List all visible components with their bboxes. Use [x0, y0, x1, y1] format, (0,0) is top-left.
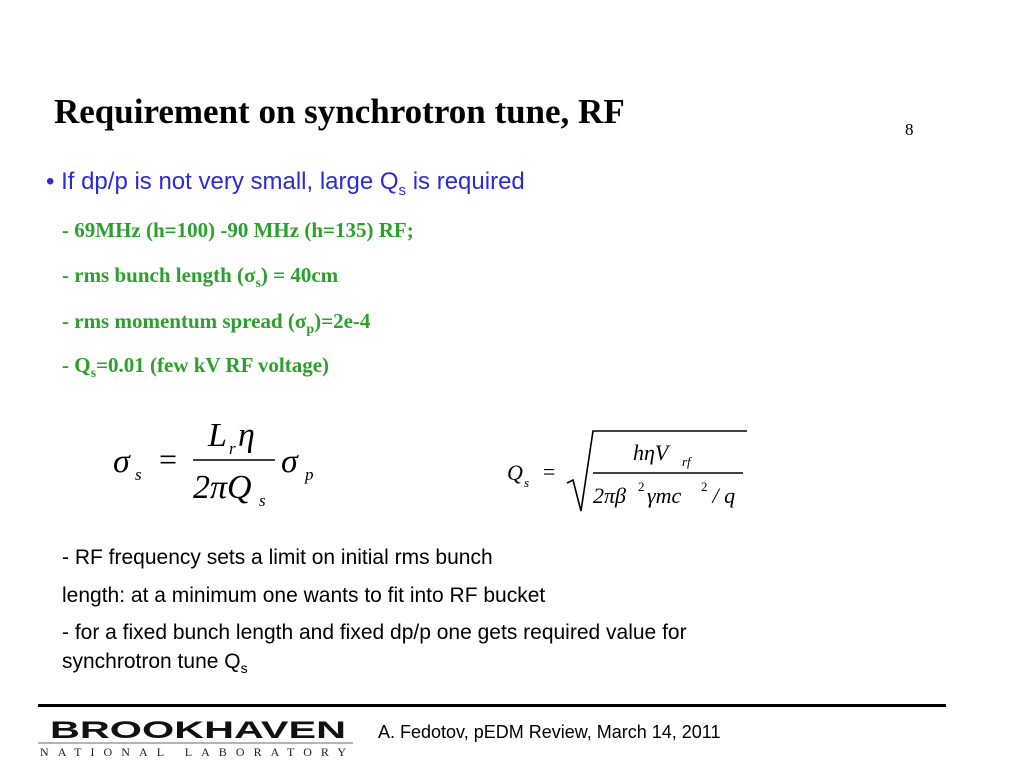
equation-bunch-length [105, 410, 345, 520]
eq1-num-L: L [208, 417, 227, 454]
eq1-equals: = [159, 441, 178, 477]
page-number: 8 [905, 120, 914, 139]
body-line-3: - for a fixed bunch length and fixed dp/p one gets required value for [62, 621, 687, 644]
eq1-sigma-s-sub: s [135, 465, 142, 484]
body-line-1: - RF frequency sets a limit on initial rms bunch [62, 546, 493, 569]
eq2-den-c: / q [707, 483, 736, 508]
equation-synchrotron-tune [505, 425, 755, 520]
logo-bottom-text: NATIONAL LABORATORY [40, 745, 350, 759]
momentum-spread-line [62, 309, 370, 338]
bunch-length-sub: s [255, 276, 261, 292]
eq1-num-eta: η [238, 417, 255, 454]
eq1-sigma-p-sub: p [305, 465, 314, 484]
footer-divider [38, 704, 946, 707]
momentum-spread-sub: p [306, 322, 315, 338]
eq1-num-L-sub: r [229, 439, 236, 458]
eq1-sigma-p: σ [281, 443, 298, 480]
eq1-den: 2πQ [193, 469, 252, 506]
body-line-4-text: synchrotron tune Q [62, 650, 241, 673]
footer-text: A. Fedotov, pEDM Review, March 14, 2011 [378, 722, 721, 742]
eq1-sigma-s: σ [113, 443, 130, 480]
bullet-marker: • [46, 168, 55, 195]
momentum-spread-before: - rms momentum spread (σ [62, 309, 307, 333]
eq2-num-sub: rf [682, 454, 691, 469]
eq2-Q: Q [507, 460, 523, 485]
eq2-Q-sub: s [524, 475, 530, 490]
bullet-text-before: If dp/p is not very small, large Q [61, 168, 399, 195]
logo-top-text: BROOKHAVEN [50, 717, 346, 744]
eq2-den-a: 2πβ [593, 483, 626, 508]
eq2-num: hηV [633, 440, 669, 465]
qs-after: =0.01 (few kV RF voltage) [96, 353, 330, 377]
eq2-den-b: γmc [647, 483, 682, 508]
brookhaven-logo [38, 712, 353, 760]
momentum-spread-after: )=2e-4 [314, 309, 371, 333]
bullet-subscript: s [398, 181, 407, 199]
qs-before: - Q [62, 353, 91, 377]
body-line-4-sub: s [240, 660, 248, 677]
eq1-den-sub: s [259, 491, 266, 510]
eq2-den-sup1: 2 [638, 479, 645, 494]
eq2-equals: = [543, 459, 556, 484]
main-bullet [46, 168, 525, 199]
eq2-den-sup2: 2 [701, 479, 708, 494]
body-line-4 [62, 650, 248, 676]
slide-title: Requirement on synchrotron tune, RF [54, 92, 625, 131]
qs-sub: s [90, 366, 97, 382]
bunch-length-before: - rms bunch length (σ [62, 263, 256, 287]
body-line-2: length: at a minimum one wants to fit into RF bucket [62, 584, 546, 607]
bunch-length-line [62, 263, 338, 292]
bunch-length-after: ) = 40cm [260, 263, 339, 287]
bullet-text-after: is required [406, 168, 525, 195]
rf-frequency-line: - 69MHz (h=100) -90 MHz (h=135) RF; [62, 218, 414, 242]
qs-line [62, 353, 329, 382]
